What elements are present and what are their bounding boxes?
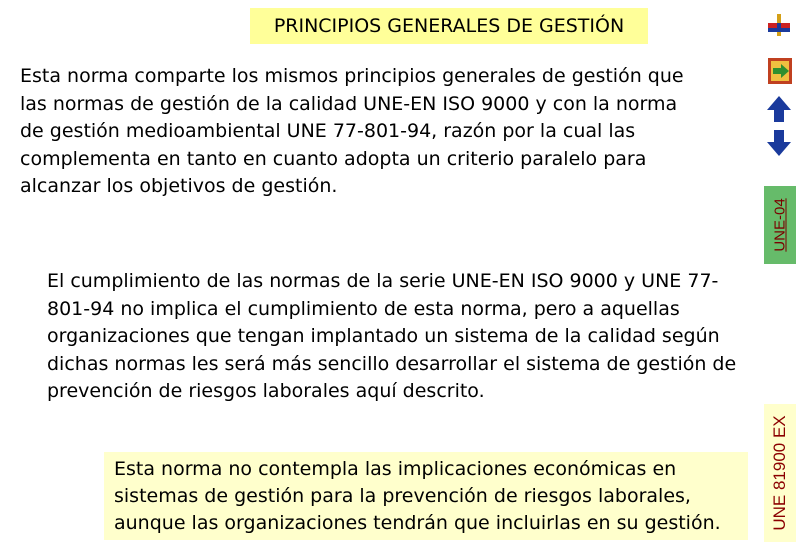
une-04-label: UNE-04 [771,198,789,252]
paragraph-compliance: El cumplimiento de las normas de la serie UNE-EN ISO 9000 y UNE 77-801-94 no implica el cumplimiento de esta norma, pero a aquellas organizaciones que tengan implantado un sistema de la calidad según dichas normas les será más sencillo desarrollar el sistema de gestión de prevención de riesgos laborales aquí descrito. [47,270,737,402]
page-title: PRINCIPIOS GENERALES DE GESTIÓN [250,8,648,44]
exit-icon[interactable] [763,56,795,86]
standard-label-text: UNE 81900 EX [770,415,789,531]
home-icon[interactable] [763,10,795,40]
paragraph-economic-note: Esta norma no contempla las implicaciones económicas en sistemas de gestión para la prevención de riesgos laborales, aunque las organizaciones tendrán que incluirlas en su gestión. [104,452,748,540]
paragraph-principles: Esta norma comparte los mismos principios generales de gestión que las normas de gestión de la calidad UNE-EN ISO 9000 y con la norma de gestión medioambiental UNE 77-801-94, razón por la cual las complementa en tanto en cuanto adopta un criterio paralelo para alcanzar los objetivos de gestión. [20,65,684,197]
standard-label [764,404,796,542]
arrow-down-icon[interactable] [763,128,795,158]
une-04-link[interactable] [764,186,796,264]
arrow-up-icon[interactable] [763,94,795,124]
